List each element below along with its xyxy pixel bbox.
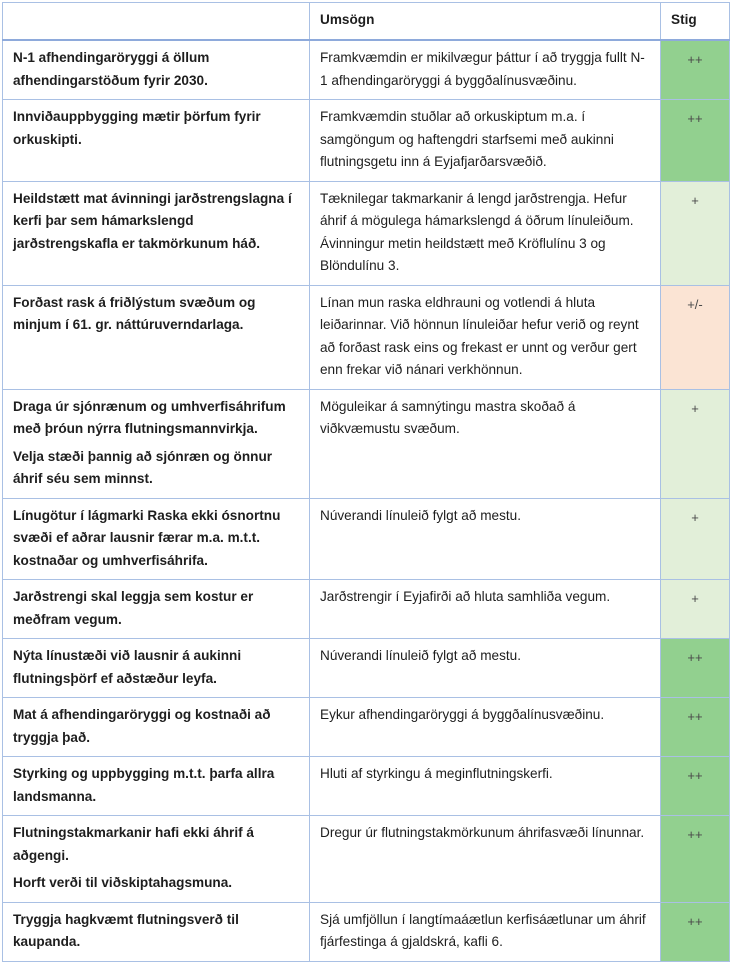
score-badge: ++ [661, 100, 730, 182]
score-badge: + [661, 498, 730, 580]
table-row [3, 40, 730, 100]
comment-cell: Möguleikar á samnýtingu mastra skoðað á viðkvæmustu svæðum. [310, 389, 661, 498]
table-row [3, 698, 730, 757]
score-badge: ++ [661, 757, 730, 816]
header-row [3, 3, 730, 41]
criterion-cell [3, 639, 310, 698]
criterion-text: Jarðstrengi skal leggja sem kostur er meðfram vegum. [13, 589, 254, 627]
table-row [3, 902, 730, 961]
comment-cell: Framkvæmdin stuðlar að orkuskiptum m.a. í samgöngum og haftengdri starfsemi með aukinni flutningsgetu inn á Eyjafjarðarsvæðið. [310, 100, 661, 182]
score-badge: ++ [661, 816, 730, 903]
criterion-text: Horft verði til viðskiptahagsmuna. [13, 875, 233, 890]
criterion-text: Flutningstakmarkanir hafi ekki áhrif á aðgengi. [13, 825, 254, 863]
criterion-text: Tryggja hagkvæmt flutningsverð til kaupanda. [13, 911, 239, 949]
table-row [3, 580, 730, 639]
criterion-text: Mat á afhendingaröryggi og kostnaði að tryggja það. [13, 707, 271, 745]
table-row [3, 757, 730, 816]
criterion-cell [3, 902, 310, 961]
criterion-text: Heildstætt mat ávinningi jarðstrengslagna í kerfi þar sem hámarkslengd jarðstrengskafla er takmörkunum háð. [13, 190, 292, 251]
score-badge: +/- [661, 285, 730, 389]
table-row [3, 389, 730, 498]
header-criterion [3, 3, 310, 41]
criterion-cell [3, 698, 310, 757]
table-row [3, 100, 730, 182]
criterion-text: Línugötur í lágmarki Raska ekki ósnortnu svæði ef aðrar lausnir færar m.a. m.t.t. kostnaðar og umhverfisáhrifa. [13, 507, 281, 568]
score-badge: + [661, 580, 730, 639]
criterion-cell [3, 757, 310, 816]
criterion-text: N-1 afhendingaröryggi á öllum afhendingarstöðum fyrir 2030. [13, 50, 210, 88]
criterion-text: Nýta línustæði við lausnir á aukinni flutningsþörf ef aðstæður leyfa. [13, 648, 242, 686]
score-badge: ++ [661, 698, 730, 757]
comment-cell: Línan mun raska eldhrauni og votlendi á hluta leiðarinnar. Við hönnun línuleiðar hefur verið og reynt að forðast rask eins og frekast er unnt og verður gert enn frekar við nánari verkhönnun. [310, 285, 661, 389]
comment-cell: Núverandi línuleið fylgt að mestu. [310, 639, 661, 698]
criterion-text: Velja stæði þannig að sjónræn og önnur áhrif séu sem minnst. [13, 448, 273, 486]
criterion-cell [3, 181, 310, 285]
comment-cell: Hluti af styrkingu á meginflutningskerfi. [310, 757, 661, 816]
criterion-text: Draga úr sjónrænum og umhverfisáhrifum með þróun nýrra flutningsmannvirkja. [13, 398, 286, 436]
table-row [3, 285, 730, 389]
score-badge: ++ [661, 902, 730, 961]
criterion-cell [3, 816, 310, 903]
score-badge: ++ [661, 639, 730, 698]
score-badge: + [661, 389, 730, 498]
comment-cell: Eykur afhendingaröryggi á byggðalínusvæðinu. [310, 698, 661, 757]
header-comment: Umsögn [310, 3, 661, 41]
comment-cell: Tæknilegar takmarkanir á lengd jarðstrengja. Hefur áhrif á mögulega hámarkslengd á öðrum línuleiðum. Ávinningur metin heildstætt með Kröflulínu 3 og Blöndulínu 3. [310, 181, 661, 285]
table-row [3, 639, 730, 698]
criterion-cell [3, 100, 310, 182]
comment-cell: Dregur úr flutningstakmörkunum áhrifasvæði línunnar. [310, 816, 661, 903]
criterion-cell [3, 40, 310, 100]
criterion-cell [3, 285, 310, 389]
comment-cell: Jarðstrengir í Eyjafirði að hluta samhliða vegum. [310, 580, 661, 639]
comment-cell: Núverandi línuleið fylgt að mestu. [310, 498, 661, 580]
criterion-cell [3, 580, 310, 639]
criterion-cell [3, 498, 310, 580]
table-row [3, 498, 730, 580]
criterion-text: Styrking og uppbygging m.t.t. þarfa allra landsmanna. [13, 766, 275, 804]
assessment-table [2, 2, 730, 962]
criterion-text: Innviðauppbygging mætir þörfum fyrir orkuskipti. [13, 109, 261, 147]
criterion-cell [3, 389, 310, 498]
comment-cell: Framkvæmdin er mikilvægur þáttur í að tryggja fullt N-1 afhendingaröryggi á byggðalínusvæðinu. [310, 40, 661, 100]
header-score: Stig [661, 3, 730, 41]
table-row [3, 816, 730, 903]
score-badge: + [661, 181, 730, 285]
comment-cell: Sjá umfjöllun í langtímaáætlun kerfisáætlunar um áhrif fjárfestinga á gjaldskrá, kafli 6. [310, 902, 661, 961]
table-row [3, 181, 730, 285]
criterion-text: Forðast rask á friðlýstum svæðum og minjum í 61. gr. náttúruverndarlaga. [13, 294, 256, 332]
score-badge: ++ [661, 40, 730, 100]
